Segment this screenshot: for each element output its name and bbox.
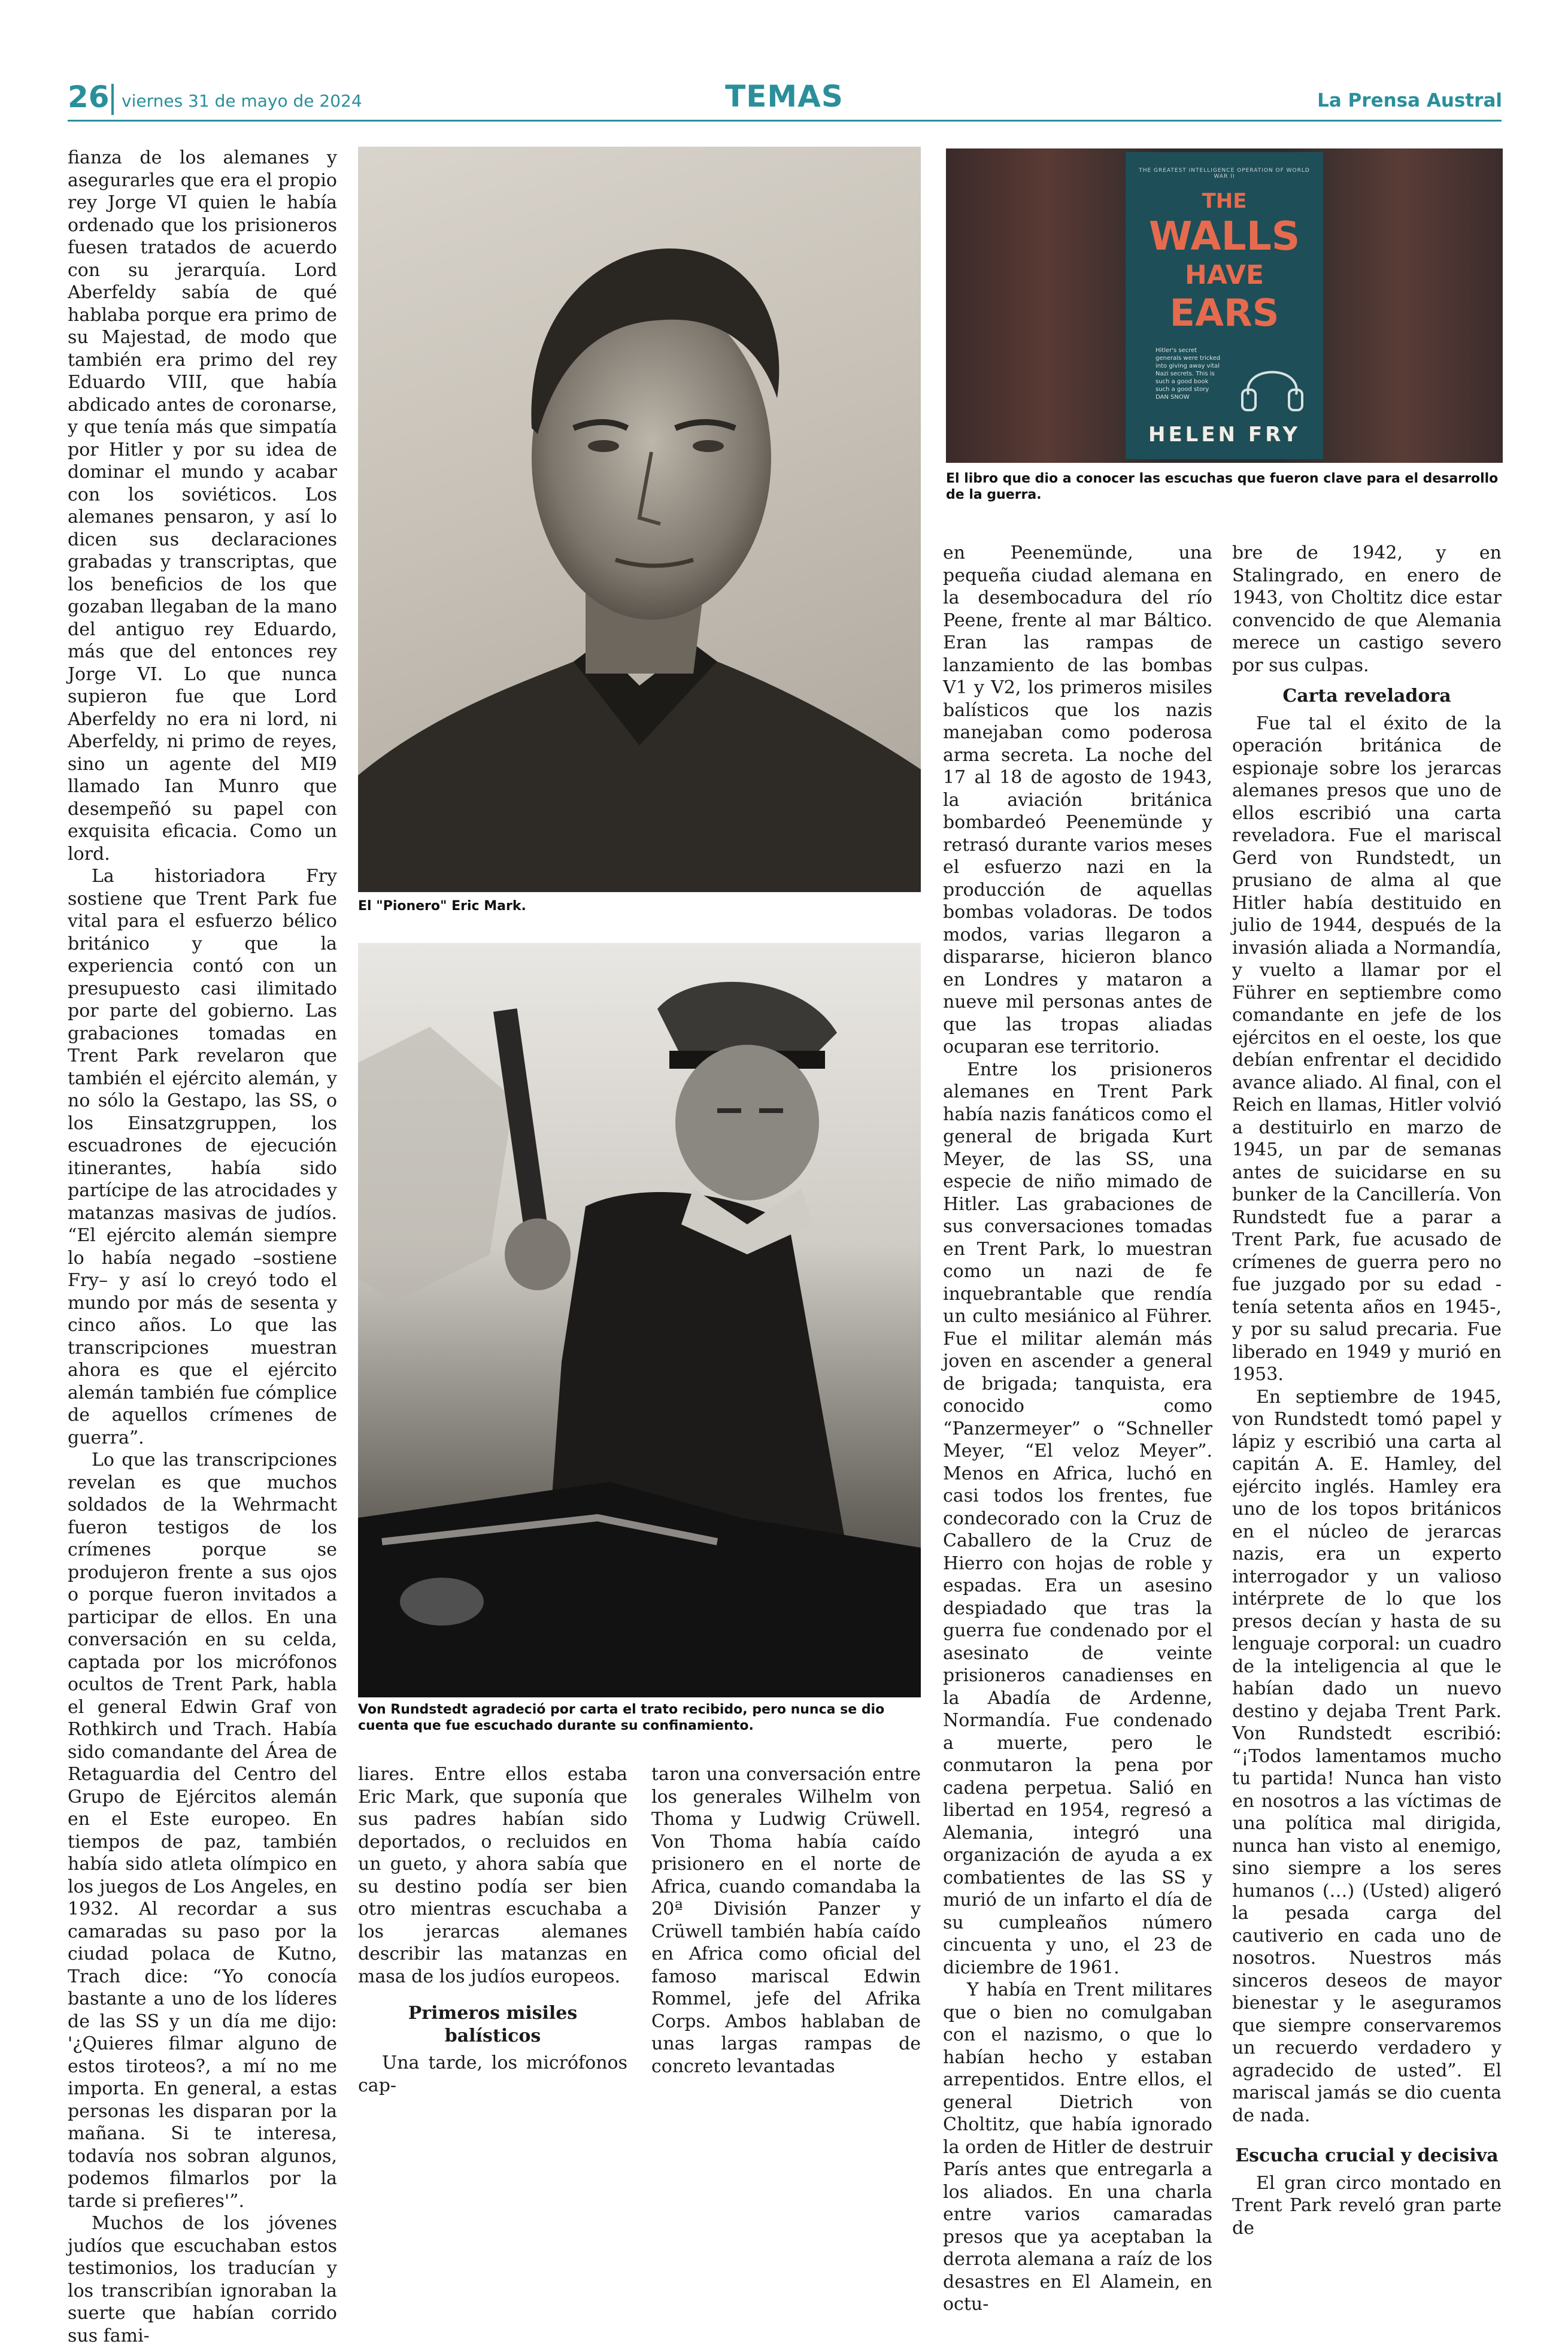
subheading: Escucha crucial y decisiva	[1235, 2145, 1499, 2166]
paragraph: Entre los prisioneros alemanes en Trent Park había nazis fanáticos como el general de brigada Kurt Meyer, de las SS, una especie de niño mimado de Hitler. Las grabaciones de sus conversaciones tomadas en Trent Park, lo muestran como un nazi de fe inquebrantable que rendía un culto mesiánico al Führer. Fue el militar alemán más joven en ascender a general de brigada; tanquista, era conocido como “Panzermeyer” o “Schneller Meyer, “El veloz Meyer”. Menos en Africa, luchó en casi todos los frentes, fue condecorado con la Cruz de Caballero de la Cruz de Hierro con hojas de roble y espadas. Era un asesino despiadado que tras la guerra fue condenado por el asesinato de veinte prisioneros canadienses en la Abadía de Ardenne, Normandía. Fue condenado a muerte, pero le conmutaron la pena por cadena perpetua. Salió en libertad en 1954, regresó a Alemania, integró una organización de ayuda a ex combatientes de las SS y murió de un infarto el día de su cumpleaños número cincuenta y uno, el 23 de diciembre de 1961.	[943, 1059, 1212, 1978]
book-photo	[946, 148, 1503, 463]
photo-von-rundstedt	[358, 943, 921, 1697]
paragraph: La historiadora Fry sostiene que Trent Park fue vital para el esfuerzo bélico británico y que la experiencia contó con un presupuesto casi ilimitado por parte del gobierno. Las grabaciones tomadas en Trent Park revelaron que también el ejército alemán, y no sólo la Gestapo, las SS, o los Einsatzgruppen, los escuadrones de ejecución itinerantes, había sido partícipe de las atrocidades y matanzas masivas de judíos. “El ejército alemán siempre lo había negado –sostiene Fry– y así lo creyó todo el mundo por más de sesenta y cinco años. Lo que las transcripciones muestran ahora es que el ejército alemán también fue cómplice de aquellos crímenes de guerra”.	[68, 866, 337, 1448]
header-rule	[68, 120, 1502, 122]
article-column-4	[943, 542, 1212, 2315]
article-column-2	[358, 1763, 627, 2096]
paragraph: Una tarde, los micrófonos cap-	[358, 2052, 627, 2096]
paragraph: liares. Entre ellos estaba Eric Mark, que suponía que sus padres habían sido deportados, o recluidos en un gueto, y ahora sabía que su destino podía ser bien otro mientras escuchaba a los jerarcas alemanes describir las matanzas en masa de los judíos europeos.	[358, 1764, 627, 1987]
article-column-3	[651, 1763, 921, 2077]
book-title-have: HAVE	[1185, 260, 1264, 290]
book-title-walls: WALLS	[1148, 213, 1300, 259]
subheading: Primeros misiles balísticos	[408, 2003, 578, 2046]
paragraph: Y había en Trent militares que o bien no comulgaban con el nazismo, o que lo habían hecho y estaban arrepentidos. Entre ellos, el general Dietrich von Choltitz, que había ignorado la orden de Hitler de destruir París antes que entregarla a los aliados. En una charla entre varios camaradas presos que ya aceptaban la derrota alemana a raíz de los desastres en El Alamein, en octu-	[943, 1979, 1212, 2315]
portrait-illustration	[358, 147, 921, 892]
article-column-1	[68, 147, 337, 2346]
book-caption: El libro que dio a conocer las escuchas que fueron clave para el desarrollo de la guerra.	[946, 471, 1499, 502]
book-cover	[1126, 152, 1323, 459]
paragraph: Muchos de los jóvenes judíos que escuchaban estos testimonios, los traducían y los transcribían ignoraban la suerte que habían corrido sus fami-	[68, 2213, 337, 2346]
paragraph: fianza de los alemanes y asegurarles que era el propio rey Jorge VI quien le había ordenado que los prisioneros fuesen tratados de acuerdo con su jerarquía. Lord Aberfeldy sabía de qué hablaba porque era primo de su Majestad, de modo que también era primo del rey Eduardo VIII, que había abdicado antes de coronarse, y que tenía más que simpatía por Hitler y por su idea de dominar el mundo y acabar con los soviéticos. Los alemanes pensaron, y así lo dicen sus declaraciones grabadas y transcriptas, que los beneficios de los que gozaban llegaban de la mano del antiguo rey Eduardo, más que del entonces rey Jorge VI. Lo que nunca supieron fue que Lord Aberfeldy no era ni lord, ni Aberfeldy, ni primo de reyes, sino un agente del MI9 llamado Ian Munro que desempeñó su papel con exquisita eficacia. Como un lord.	[68, 147, 337, 865]
portrait-caption: El "Pionero" Eric Mark.	[358, 899, 526, 914]
newspaper-name: La Prensa Austral	[1317, 90, 1502, 111]
book-title-ears: EARS	[1169, 291, 1279, 335]
book-title-the: THE	[1202, 189, 1247, 213]
book-blurb: Hitler's secret generals were tricked into giving away vital Nazi secrets. This is such a good book such a good story DAN SNOW	[1155, 347, 1221, 401]
book-author: HELEN FRY	[1148, 423, 1301, 447]
portrait-photo-eric-mark	[358, 147, 921, 892]
page-number: 26	[68, 80, 110, 114]
article-column-5	[1232, 542, 1502, 2239]
section-title: TEMAS	[725, 79, 844, 114]
headphones-icon	[1236, 353, 1308, 419]
paragraph: El gran circo montado en Trent Park reveló gran parte de	[1232, 2172, 1502, 2239]
paragraph: en Peenemünde, una pequeña ciudad alemana en la desembocadura del río Peene, frente al mar Báltico. Eran las rampas de lanzamiento de las bombas V1 y V2, los primeros misiles balísticos que los nazis manejaban como poderosa arma secreta. La noche del 17 al 18 de agosto de 1943, la aviación británica bombardeó Peenemünde y retrasó durante varios meses el esfuerzo nazi en la producción de aquellas bombas voladoras. De todos modos, varias llegaron a dispararse, hicieron blanco en Londres y mataron a nueve mil personas antes de que las tropas aliadas ocuparan ese territorio.	[943, 542, 1212, 1057]
book-tagline: THE GREATEST INTELLIGENCE OPERATION OF WORLD WAR II	[1139, 168, 1310, 180]
paragraph: bre de 1942, y en Stalingrado, en enero de 1943, von Choltitz dice estar convencido de que Alemania merece un castigo severo por sus culpas.	[1232, 542, 1502, 676]
issue-date: viernes 31 de mayo de 2024	[122, 91, 362, 111]
officer-caption: Von Rundstedt agradeció por carta el trato recibido, pero nunca se dio cuenta que fue escuchado durante su confinamiento.	[358, 1702, 885, 1733]
paragraph: En septiembre de 1945, von Rundstedt tomó papel y lápiz y escribió una carta al capitán A. E. Hamley, del ejército inglés. Hamley era uno de los topos británicos en el núcleo de jerarcas nazis, era un experto interrogador y un valioso intérprete de lo que los presos decían y hasta de su lenguaje corporal: un cuadro de la inteligencia al que le habían dado un nuevo destino y dejaba Trent Park. Von Rundstedt escribió: “¡Todos lamentamos mucho tu partida! Nunca han visto en nosotros a las víctimas de una política mal dirigida, nunca han visto al enemigo, sino siempre a los seres humanos (…) (Usted) aligeró la pesada carga del cautiverio en cada uno de nosotros. Nuestros más sinceros deseos de mayor bienestar y le aseguramos que siempre conservaremos un recuerdo verdadero y agradecido de usted”. El mariscal jamás se dio cuenta de nada.	[1232, 1386, 1502, 2126]
paragraph: Lo que las transcripciones revelan es que muchos soldados de la Wehrmacht fueron testigos de los crímenes porque se produjeron frente a sus ojos o porque fueron invitados a participar de ellos. En una conversación en su celda, captada por los micrófonos ocultos de Trent Park, habla el general Edwin Graf von Rothkirch und Trach. Había sido comandante del Área de Retaguardia del Centro del Grupo de Ejércitos alemán en el Este europeo. En tiempos de paz, también había sido atleta olímpico en los juegos de Los Angeles, en 1932. Al recordar a sus camaradas su paso por la ciudad polaca de Kutno, Trach dice: “Yo conocía bastante a uno de los líderes de las SS y un día me dijo: '¿Quieres filmar alguno de estos tiroteos?, a mí no me importa. En general, a estas personas les disparan por la mañana. Si te interesa, todavía nos sobran algunos, podemos filmarlos por la tarde si prefieres'”.	[68, 1450, 337, 2212]
paragraph: taron una conversación entre los generales Wilhelm von Thoma y Ludwig Crüwell. Von Thoma había caído prisionero en el norte de Africa, cuando comandaba la 20ª División Panzer y Crüwell también había caído en Africa como oficial del famoso mariscal Edwin Rommel, jefe del Afrika Corps. Ambos hablaban de unas largas rampas de concreto levantadas	[651, 1764, 921, 2077]
subheading: Carta reveladora	[1282, 686, 1451, 706]
header-divider	[111, 84, 114, 115]
officer-illustration	[358, 943, 921, 1697]
paragraph: Fue tal el éxito de la operación británica de espionaje sobre los jerarcas alemanes presos que uno de ellos escribió una carta reveladora. Fue el mariscal Gerd von Rundstedt, un prusiano de alma al que Hitler había destituido en julio de 1944, después de la invasión aliada a Normandía, y vuelto a llamar por el Führer en septiembre como comandante en jefe de los ejércitos en el oeste, los que debían enfrentar el decidido avance aliado. Al final, con el Reich en llamas, Hitler volvió a destituirlo en marzo de 1945, un par de semanas antes de suicidarse en su bunker de la Cancillería. Von Rundstedt fue a parar a Trent Park, fue acusado de crímenes de guerra pero no fue juzgado por su edad -tenía setenta años en 1945-, y por su salud precaria. Fue liberado en 1949 y murió en 1953.	[1232, 712, 1502, 1385]
